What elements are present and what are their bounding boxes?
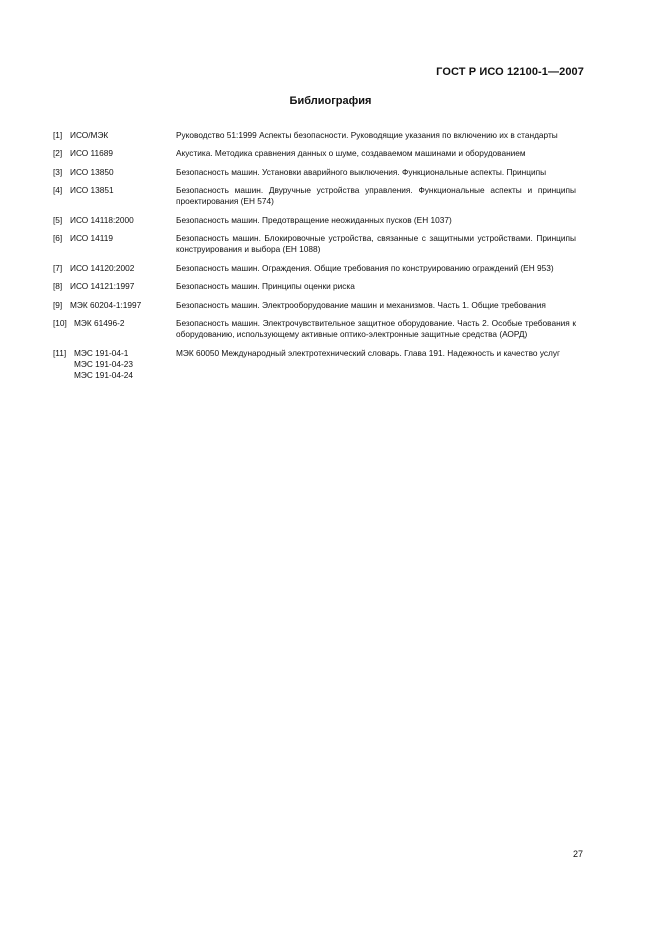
- reference-text: Безопасность машин. Установки аварийного выключения. Функциональные аспекты. Принципы: [176, 166, 547, 177]
- reference-number: [4]: [53, 185, 63, 196]
- reference-code: ИСО 13851: [70, 185, 114, 196]
- reference-number: [5]: [53, 214, 63, 225]
- reference-item: [53, 281, 576, 292]
- reference-code: МЭС 191-04-23: [74, 358, 133, 369]
- reference-item: [53, 148, 576, 159]
- reference-code: ИСО/МЭК: [70, 130, 109, 140]
- reference-number: [9]: [53, 299, 63, 310]
- reference-item: [53, 263, 576, 274]
- reference-text: Руководство 51:1999 Аспекты безопасности. Руководящие указания по включению их в стандарты: [176, 130, 558, 140]
- reference-code: ИСО 14119: [70, 233, 113, 244]
- reference-text: Безопасность машин. Электрооборудование машин и механизмов. Часть 1. Общие требования: [176, 299, 546, 310]
- reference-text: Безопасность машин. Электрочувствительное защитное оборудование. Часть 2. Особые требования к оборудованию, использующему активные оптико-электронные защитные средства (АОРД): [176, 317, 576, 340]
- reference-code: МЭС 191-04-1: [74, 347, 129, 358]
- reference-number: [6]: [53, 233, 63, 244]
- reference-code: МЭК 60204-1:1997: [70, 299, 142, 310]
- page-number: 27: [572, 849, 583, 859]
- reference-text: Безопасность машин. Блокировочные устройства, связанные с защитными устройствами. Принципы конструирования и выбора (ЕН 1088): [176, 233, 576, 255]
- reference-item: [53, 185, 576, 207]
- reference-number: [2]: [53, 148, 63, 159]
- reference-item: [53, 215, 576, 226]
- reference-number: [3]: [53, 166, 63, 177]
- reference-code: МЭК 61496-2: [74, 317, 125, 328]
- reference-item: [53, 233, 576, 255]
- reference-item: [53, 130, 576, 141]
- standard-designation: ГОСТ Р ИСО 12100-1—2007: [436, 66, 584, 78]
- reference-number: [10]: [53, 317, 67, 328]
- reference-item: [53, 300, 576, 311]
- reference-item: [53, 348, 576, 382]
- page-title: Библиография: [289, 95, 372, 107]
- reference-number: [8]: [53, 281, 63, 292]
- reference-code: ИСО 13850: [70, 166, 114, 177]
- reference-text: Безопасность машин. Предотвращение неожиданных пусков (ЕН 1037): [176, 214, 452, 225]
- reference-code: ИСО 14120:2002: [70, 262, 135, 273]
- reference-code: ИСО 14121:1997: [70, 281, 135, 292]
- reference-text: МЭК 60050 Международный электротехнический словарь. Глава 191. Надежность и качество услуг: [176, 347, 561, 358]
- reference-code: МЭС 191-04-24: [74, 369, 133, 380]
- reference-text: Безопасность машин. Двуручные устройства управления. Функциональные аспекты и принципы проектирования (ЕН 574): [176, 185, 576, 207]
- reference-item: [53, 167, 576, 178]
- reference-code: ИСО 11689: [70, 148, 113, 159]
- reference-item: [53, 318, 576, 340]
- reference-number: [11]: [53, 347, 67, 358]
- reference-text: Безопасность машин. Принципы оценки риска: [176, 281, 355, 292]
- reference-code: ИСО 14118:2000: [70, 214, 134, 225]
- reference-number: [7]: [53, 262, 63, 273]
- bibliography-list: [53, 130, 576, 388]
- reference-text: Акустика. Методика сравнения данных о шуме, создаваемом машинами и оборудованием: [176, 148, 526, 159]
- reference-number: [1]: [53, 130, 63, 140]
- reference-text: Безопасность машин. Ограждения. Общие требования по конструированию ограждений (ЕН 953): [176, 262, 554, 273]
